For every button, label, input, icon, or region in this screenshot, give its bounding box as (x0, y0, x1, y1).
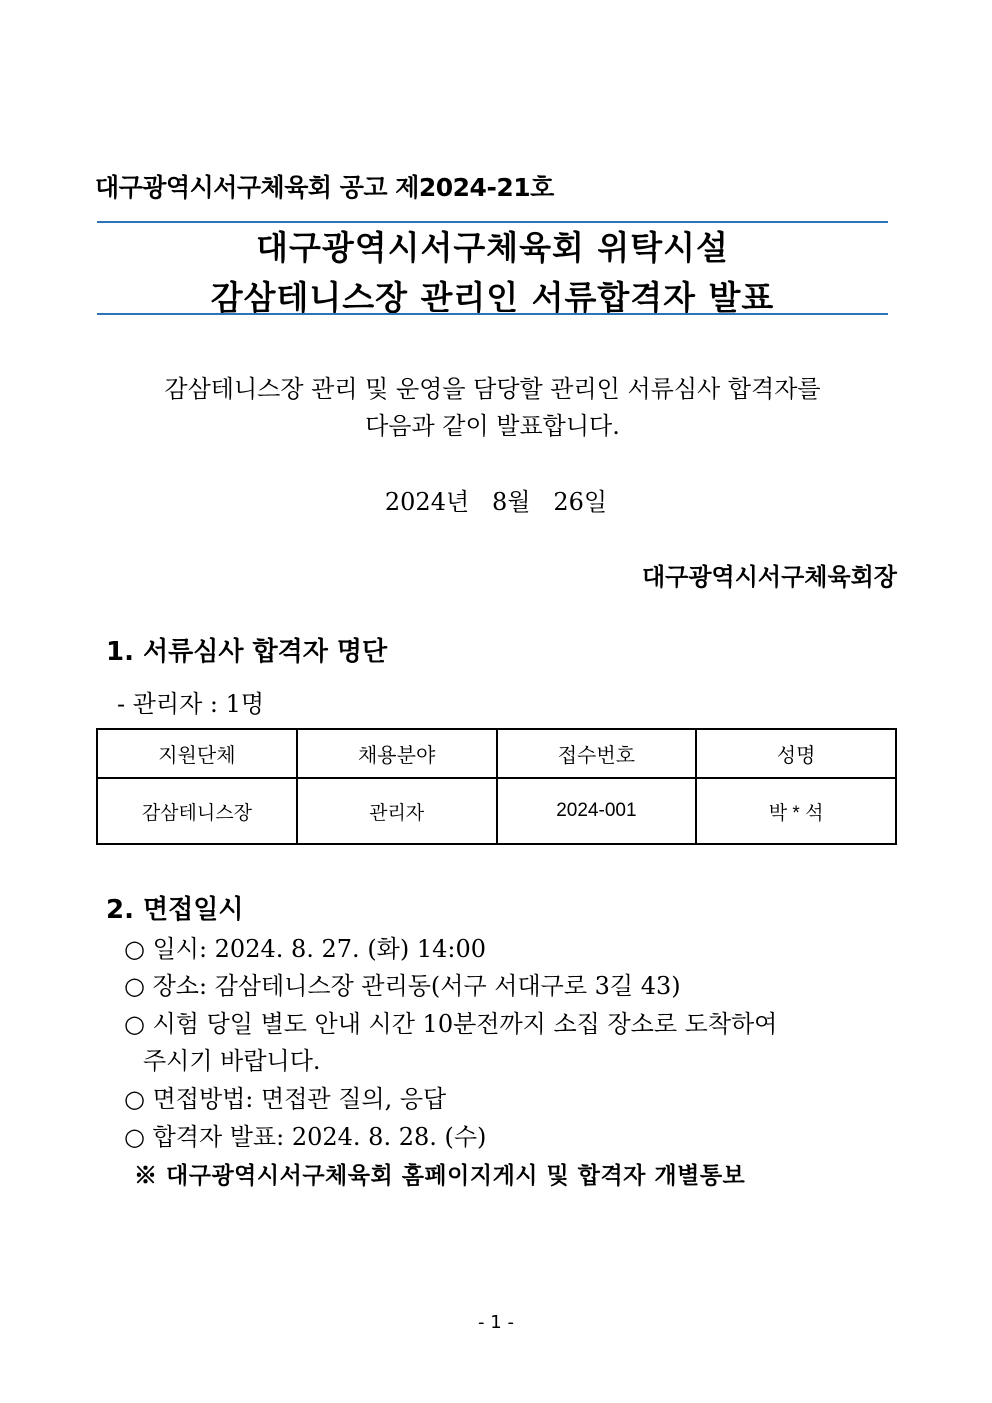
announce-date: 2024년 8월 26일 (384, 488, 608, 516)
cell-name: 박 * 석 (696, 778, 896, 844)
cell-organization: 감삼테니스장 (97, 778, 297, 844)
title-rule-bottom (97, 313, 888, 315)
cell-receipt-number: 2024-001 (497, 778, 697, 844)
intro-line-2: 다음과 같이 발표합니다. (365, 412, 620, 440)
notice-number: 대구광역시서구체육회 공고 제2024-21호 (95, 173, 554, 202)
result-announcement-item: ○ 합격자 발표: 2024. 8. 28. (수) (124, 1123, 487, 1151)
cell-field: 관리자 (297, 778, 497, 844)
announce-signer: 대구광역시서구체육회장 (641, 562, 897, 591)
page-number: - 1 - (478, 1312, 514, 1333)
notice-note: ※ 대구광역시서구체육회 홈페이지게시 및 합격자 개별통보 (134, 1162, 746, 1189)
role-count: - 관리자 : 1명 (117, 690, 265, 718)
page-title-line-1: 대구광역시서구체육회 위탁시설 (256, 228, 729, 267)
header-cell-field: 채용분야 (297, 729, 497, 778)
section-2-heading: 2. 면접일시 (106, 895, 244, 925)
table-header-row (97, 729, 896, 778)
table-row (97, 778, 896, 844)
arrival-notice-continuation: 주시기 바랍니다. (143, 1047, 321, 1075)
page-title-line-2: 감삼테니스장 관리인 서류합격자 발표 (210, 278, 775, 317)
interview-datetime-item: ○ 일시: 2024. 8. 27. (화) 14:00 (124, 935, 487, 963)
header-cell-name: 성명 (696, 729, 896, 778)
header-cell-organization: 지원단체 (97, 729, 297, 778)
interview-method-item: ○ 면접방법: 면접관 질의, 응답 (124, 1085, 447, 1113)
interview-location-item: ○ 장소: 감삼테니스장 관리동(서구 서대구로 3길 43) (124, 972, 681, 1000)
section-1-heading: 1. 서류심사 합격자 명단 (106, 637, 388, 667)
intro-line-1: 감삼테니스장 관리 및 운영을 담당할 관리인 서류심사 합격자를 (164, 375, 821, 403)
header-cell-receipt-number: 접수번호 (497, 729, 697, 778)
result-table (96, 728, 897, 845)
arrival-notice-item: ○ 시험 당일 별도 안내 시간 10분전까지 소집 장소로 도착하여 (124, 1010, 778, 1038)
